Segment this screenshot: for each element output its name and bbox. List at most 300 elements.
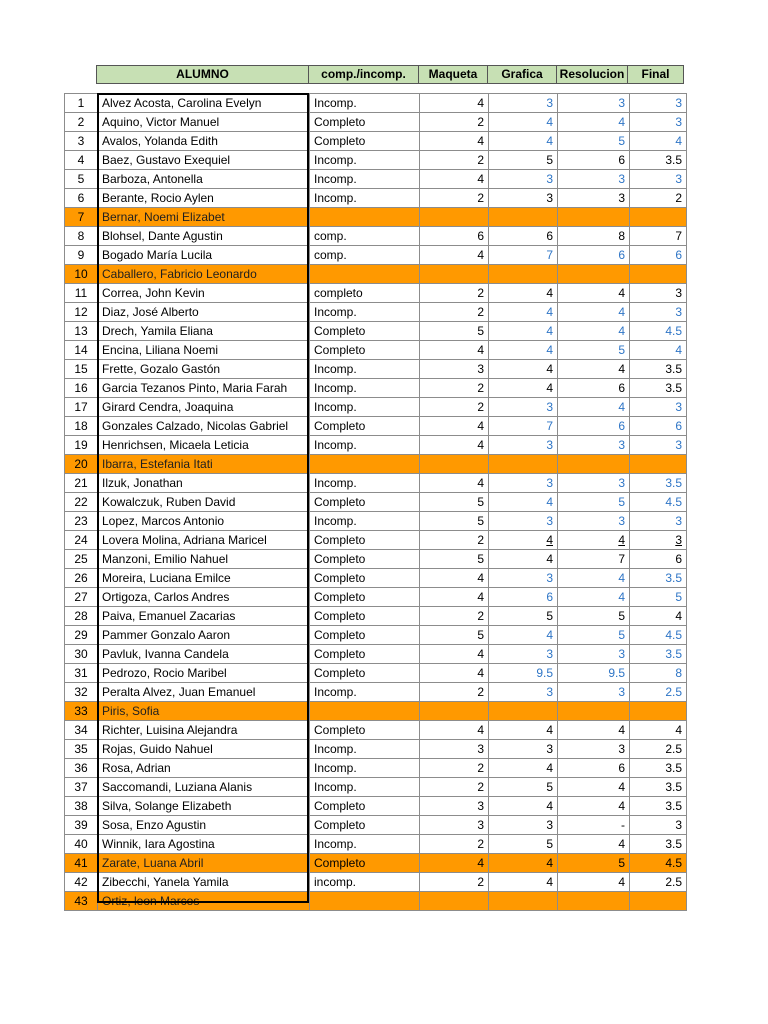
completion-status-cell[interactable]: Completo [310,626,420,645]
grafica-cell[interactable]: 4 [489,797,558,816]
resolucion-cell[interactable]: 4 [558,721,630,740]
grafica-cell[interactable]: 3 [489,569,558,588]
row-number[interactable]: 5 [65,170,98,189]
student-name-cell[interactable]: Ortiz, leon Marcos [98,892,310,911]
student-name-cell[interactable]: Berante, Rocio Aylen [98,189,310,208]
maqueta-cell[interactable] [420,892,489,911]
row-number[interactable]: 3 [65,132,98,151]
maqueta-cell[interactable]: 2 [420,151,489,170]
completion-status-cell[interactable]: Completo [310,322,420,341]
resolucion-cell[interactable] [558,702,630,721]
completion-status-cell[interactable]: comp. [310,246,420,265]
student-name-cell[interactable]: Aquino, Victor Manuel [98,113,310,132]
student-name-cell[interactable]: Zibecchi, Yanela Yamila [98,873,310,892]
row-number[interactable]: 17 [65,398,98,417]
final-cell[interactable]: 3.5 [630,474,687,493]
maqueta-cell[interactable]: 4 [420,645,489,664]
resolucion-cell[interactable]: 3 [558,740,630,759]
student-name-cell[interactable]: Bernar, Noemi Elizabet [98,208,310,227]
student-name-cell[interactable]: Avalos, Yolanda Edith [98,132,310,151]
student-name-cell[interactable]: Henrichsen, Micaela Leticia [98,436,310,455]
row-number[interactable]: 20 [65,455,98,474]
resolucion-cell[interactable]: 5 [558,493,630,512]
final-cell[interactable]: 8 [630,664,687,683]
final-cell[interactable]: 3 [630,398,687,417]
maqueta-cell[interactable]: 4 [420,474,489,493]
resolucion-cell[interactable]: 3 [558,94,630,113]
student-name-cell[interactable]: Caballero, Fabricio Leonardo [98,265,310,284]
student-name-cell[interactable]: Piris, Sofia [98,702,310,721]
maqueta-cell[interactable]: 3 [420,797,489,816]
resolucion-cell[interactable]: 6 [558,759,630,778]
completion-status-cell[interactable]: Incomp. [310,474,420,493]
maqueta-cell[interactable] [420,265,489,284]
maqueta-cell[interactable]: 2 [420,683,489,702]
grafica-cell[interactable]: 3 [489,816,558,835]
resolucion-cell[interactable]: 5 [558,854,630,873]
final-cell[interactable]: 4.5 [630,493,687,512]
grafica-cell[interactable]: 3 [489,474,558,493]
student-name-cell[interactable]: Pavluk, Ivanna Candela [98,645,310,664]
resolucion-cell[interactable]: 8 [558,227,630,246]
maqueta-cell[interactable]: 2 [420,778,489,797]
grafica-cell[interactable]: 4 [489,379,558,398]
completion-status-cell[interactable]: Incomp. [310,398,420,417]
header-grafica[interactable]: Grafica [487,65,557,84]
final-cell[interactable]: 3.5 [630,151,687,170]
resolucion-cell[interactable]: 7 [558,550,630,569]
maqueta-cell[interactable]: 2 [420,873,489,892]
completion-status-cell[interactable]: Incomp. [310,94,420,113]
final-cell[interactable]: 3 [630,512,687,531]
grafica-cell[interactable]: 3 [489,398,558,417]
maqueta-cell[interactable]: 2 [420,835,489,854]
student-name-cell[interactable]: Encina, Liliana Noemi [98,341,310,360]
row-number[interactable]: 30 [65,645,98,664]
completion-status-cell[interactable]: Incomp. [310,835,420,854]
completion-status-cell[interactable]: Incomp. [310,778,420,797]
completion-status-cell[interactable]: Incomp. [310,360,420,379]
maqueta-cell[interactable] [420,455,489,474]
resolucion-cell[interactable]: 4 [558,569,630,588]
completion-status-cell[interactable]: Completo [310,569,420,588]
row-number[interactable]: 24 [65,531,98,550]
student-name-cell[interactable]: Girard Cendra, Joaquina [98,398,310,417]
final-cell[interactable]: 4.5 [630,322,687,341]
resolucion-cell[interactable]: 3 [558,436,630,455]
row-number[interactable]: 22 [65,493,98,512]
row-number[interactable]: 36 [65,759,98,778]
grafica-cell[interactable]: 4 [489,132,558,151]
grafica-cell[interactable]: 4 [489,113,558,132]
completion-status-cell[interactable]: Incomp. [310,436,420,455]
completion-status-cell[interactable]: Incomp. [310,683,420,702]
maqueta-cell[interactable]: 3 [420,816,489,835]
grafica-cell[interactable]: 4 [489,626,558,645]
maqueta-cell[interactable]: 2 [420,398,489,417]
row-number[interactable]: 9 [65,246,98,265]
final-cell[interactable]: 3.5 [630,797,687,816]
final-cell[interactable]: 3 [630,113,687,132]
grafica-cell[interactable]: 5 [489,835,558,854]
completion-status-cell[interactable]: Completo [310,645,420,664]
final-cell[interactable]: 6 [630,417,687,436]
maqueta-cell[interactable]: 5 [420,626,489,645]
resolucion-cell[interactable]: 3 [558,189,630,208]
grafica-cell[interactable]: 3 [489,740,558,759]
final-cell[interactable]: 7 [630,227,687,246]
completion-status-cell[interactable]: Incomp. [310,151,420,170]
student-name-cell[interactable]: Lopez, Marcos Antonio [98,512,310,531]
row-number[interactable]: 7 [65,208,98,227]
final-cell[interactable]: 5 [630,588,687,607]
row-number[interactable]: 28 [65,607,98,626]
row-number[interactable]: 31 [65,664,98,683]
maqueta-cell[interactable]: 5 [420,550,489,569]
student-name-cell[interactable]: Ortigoza, Carlos Andres [98,588,310,607]
grafica-cell[interactable]: 4 [489,360,558,379]
grafica-cell[interactable]: 7 [489,246,558,265]
grafica-cell[interactable]: 4 [489,550,558,569]
grafica-cell[interactable]: 4 [489,531,558,550]
student-name-cell[interactable]: Frette, Gozalo Gastón [98,360,310,379]
final-cell[interactable]: 4 [630,721,687,740]
final-cell[interactable]: 6 [630,246,687,265]
student-name-cell[interactable]: Winnik, Iara Agostina [98,835,310,854]
row-number[interactable]: 19 [65,436,98,455]
completion-status-cell[interactable]: Completo [310,493,420,512]
final-cell[interactable]: 2 [630,189,687,208]
maqueta-cell[interactable]: 2 [420,607,489,626]
row-number[interactable]: 14 [65,341,98,360]
grafica-cell[interactable]: 5 [489,151,558,170]
student-name-cell[interactable]: Pedrozo, Rocio Maribel [98,664,310,683]
completion-status-cell[interactable]: Completo [310,607,420,626]
student-name-cell[interactable]: Gonzales Calzado, Nicolas Gabriel [98,417,310,436]
final-cell[interactable]: 3.5 [630,759,687,778]
final-cell[interactable]: 3.5 [630,569,687,588]
student-name-cell[interactable]: Rojas, Guido Nahuel [98,740,310,759]
resolucion-cell[interactable]: 6 [558,246,630,265]
final-cell[interactable]: 3.5 [630,360,687,379]
row-number[interactable]: 39 [65,816,98,835]
completion-status-cell[interactable]: Completo [310,113,420,132]
final-cell[interactable]: 4 [630,132,687,151]
completion-status-cell[interactable]: Completo [310,797,420,816]
row-number[interactable]: 13 [65,322,98,341]
student-name-cell[interactable]: Moreira, Luciana Emilce [98,569,310,588]
student-name-cell[interactable]: Zarate, Luana Abril [98,854,310,873]
grafica-cell[interactable]: 6 [489,588,558,607]
resolucion-cell[interactable]: 6 [558,379,630,398]
resolucion-cell[interactable]: 4 [558,360,630,379]
maqueta-cell[interactable]: 4 [420,588,489,607]
maqueta-cell[interactable]: 4 [420,569,489,588]
completion-status-cell[interactable]: Incomp. [310,303,420,322]
final-cell[interactable] [630,702,687,721]
grafica-cell[interactable]: 3 [489,189,558,208]
row-number[interactable]: 42 [65,873,98,892]
resolucion-cell[interactable]: 5 [558,626,630,645]
resolucion-cell[interactable]: 4 [558,531,630,550]
completion-status-cell[interactable]: Completo [310,588,420,607]
row-number[interactable]: 8 [65,227,98,246]
resolucion-cell[interactable]: 4 [558,113,630,132]
student-name-cell[interactable]: Sosa, Enzo Agustin [98,816,310,835]
completion-status-cell[interactable] [310,702,420,721]
resolucion-cell[interactable]: 5 [558,132,630,151]
row-number[interactable]: 18 [65,417,98,436]
row-number[interactable]: 16 [65,379,98,398]
completion-status-cell[interactable]: Completo [310,132,420,151]
final-cell[interactable]: 4.5 [630,854,687,873]
row-number[interactable]: 15 [65,360,98,379]
resolucion-cell[interactable]: 4 [558,873,630,892]
maqueta-cell[interactable]: 3 [420,360,489,379]
header-comp[interactable]: comp./incomp. [308,65,419,84]
completion-status-cell[interactable]: Incomp. [310,512,420,531]
resolucion-cell[interactable] [558,455,630,474]
completion-status-cell[interactable] [310,265,420,284]
resolucion-cell[interactable]: 4 [558,588,630,607]
student-name-cell[interactable]: Drech, Yamila Eliana [98,322,310,341]
final-cell[interactable] [630,455,687,474]
final-cell[interactable]: 2.5 [630,683,687,702]
grafica-cell[interactable] [489,455,558,474]
row-number[interactable]: 10 [65,265,98,284]
completion-status-cell[interactable]: Incomp. [310,759,420,778]
grafica-cell[interactable]: 4 [489,854,558,873]
grafica-cell[interactable]: 3 [489,436,558,455]
final-cell[interactable]: 3 [630,284,687,303]
completion-status-cell[interactable]: Incomp. [310,189,420,208]
completion-status-cell[interactable]: Completo [310,341,420,360]
resolucion-cell[interactable] [558,892,630,911]
header-maqueta[interactable]: Maqueta [418,65,488,84]
student-name-cell[interactable]: Ilzuk, Jonathan [98,474,310,493]
maqueta-cell[interactable]: 2 [420,189,489,208]
maqueta-cell[interactable]: 4 [420,132,489,151]
final-cell[interactable]: 3 [630,531,687,550]
student-name-cell[interactable]: Paiva, Emanuel Zacarias [98,607,310,626]
row-number[interactable]: 38 [65,797,98,816]
grafica-cell[interactable]: 4 [489,721,558,740]
resolucion-cell[interactable]: 3 [558,645,630,664]
maqueta-cell[interactable]: 4 [420,854,489,873]
row-number[interactable]: 41 [65,854,98,873]
maqueta-cell[interactable]: 5 [420,512,489,531]
resolucion-cell[interactable]: 4 [558,284,630,303]
grafica-cell[interactable]: 7 [489,417,558,436]
row-number[interactable]: 43 [65,892,98,911]
completion-status-cell[interactable] [310,208,420,227]
student-name-cell[interactable]: Richter, Luisina Alejandra [98,721,310,740]
row-number[interactable]: 11 [65,284,98,303]
final-cell[interactable]: 4.5 [630,626,687,645]
final-cell[interactable] [630,208,687,227]
resolucion-cell[interactable]: 3 [558,474,630,493]
final-cell[interactable]: 2.5 [630,873,687,892]
resolucion-cell[interactable]: 6 [558,417,630,436]
maqueta-cell[interactable]: 4 [420,436,489,455]
maqueta-cell[interactable] [420,208,489,227]
grafica-cell[interactable]: 3 [489,645,558,664]
student-name-cell[interactable]: Alvez Acosta, Carolina Evelyn [98,94,310,113]
maqueta-cell[interactable]: 3 [420,740,489,759]
maqueta-cell[interactable]: 4 [420,246,489,265]
final-cell[interactable]: 2.5 [630,740,687,759]
resolucion-cell[interactable]: 3 [558,512,630,531]
completion-status-cell[interactable]: completo [310,284,420,303]
row-number[interactable]: 2 [65,113,98,132]
resolucion-cell[interactable]: 4 [558,322,630,341]
maqueta-cell[interactable] [420,702,489,721]
final-cell[interactable]: 3 [630,816,687,835]
row-number[interactable]: 25 [65,550,98,569]
grafica-cell[interactable]: 9.5 [489,664,558,683]
grafica-cell[interactable] [489,702,558,721]
resolucion-cell[interactable]: 3 [558,170,630,189]
resolucion-cell[interactable]: 4 [558,797,630,816]
completion-status-cell[interactable]: Incomp. [310,740,420,759]
row-number[interactable]: 6 [65,189,98,208]
final-cell[interactable]: 3 [630,94,687,113]
grafica-cell[interactable]: 4 [489,759,558,778]
resolucion-cell[interactable]: 6 [558,151,630,170]
resolucion-cell[interactable]: 4 [558,835,630,854]
grafica-cell[interactable]: 3 [489,683,558,702]
completion-status-cell[interactable]: Completo [310,664,420,683]
maqueta-cell[interactable]: 2 [420,303,489,322]
row-number[interactable]: 1 [65,94,98,113]
resolucion-cell[interactable]: 4 [558,398,630,417]
final-cell[interactable]: 3.5 [630,778,687,797]
completion-status-cell[interactable]: Completo [310,721,420,740]
row-number[interactable]: 4 [65,151,98,170]
row-number[interactable]: 40 [65,835,98,854]
final-cell[interactable]: 6 [630,550,687,569]
row-number[interactable]: 34 [65,721,98,740]
completion-status-cell[interactable]: incomp. [310,873,420,892]
resolucion-cell[interactable]: - [558,816,630,835]
maqueta-cell[interactable]: 5 [420,322,489,341]
row-number[interactable]: 27 [65,588,98,607]
grafica-cell[interactable] [489,265,558,284]
row-number[interactable]: 29 [65,626,98,645]
row-number[interactable]: 26 [65,569,98,588]
completion-status-cell[interactable]: Completo [310,531,420,550]
maqueta-cell[interactable]: 6 [420,227,489,246]
grafica-cell[interactable]: 3 [489,512,558,531]
grafica-cell[interactable]: 5 [489,778,558,797]
maqueta-cell[interactable]: 4 [420,341,489,360]
row-number[interactable]: 23 [65,512,98,531]
final-cell[interactable]: 3.5 [630,645,687,664]
grafica-cell[interactable]: 4 [489,493,558,512]
final-cell[interactable]: 3 [630,303,687,322]
student-name-cell[interactable]: Garcia Tezanos Pinto, Maria Farah [98,379,310,398]
student-name-cell[interactable]: Ibarra, Estefania Itati [98,455,310,474]
grafica-cell[interactable]: 3 [489,170,558,189]
student-name-cell[interactable]: Silva, Solange Elizabeth [98,797,310,816]
maqueta-cell[interactable]: 4 [420,170,489,189]
student-name-cell[interactable]: Saccomandi, Luziana Alanis [98,778,310,797]
row-number[interactable]: 37 [65,778,98,797]
maqueta-cell[interactable]: 2 [420,759,489,778]
maqueta-cell[interactable]: 4 [420,721,489,740]
maqueta-cell[interactable]: 2 [420,379,489,398]
header-final[interactable]: Final [627,65,684,84]
student-name-cell[interactable]: Bogado María Lucila [98,246,310,265]
grafica-cell[interactable]: 4 [489,284,558,303]
row-number[interactable]: 35 [65,740,98,759]
resolucion-cell[interactable]: 4 [558,303,630,322]
grafica-cell[interactable]: 5 [489,607,558,626]
completion-status-cell[interactable]: Completo [310,854,420,873]
grafica-cell[interactable] [489,208,558,227]
student-name-cell[interactable]: Kowalczuk, Ruben David [98,493,310,512]
grafica-cell[interactable] [489,892,558,911]
student-name-cell[interactable]: Correa, John Kevin [98,284,310,303]
maqueta-cell[interactable]: 4 [420,664,489,683]
maqueta-cell[interactable]: 4 [420,417,489,436]
row-number[interactable]: 21 [65,474,98,493]
final-cell[interactable] [630,265,687,284]
final-cell[interactable] [630,892,687,911]
student-name-cell[interactable]: Peralta Alvez, Juan Emanuel [98,683,310,702]
resolucion-cell[interactable]: 4 [558,778,630,797]
resolucion-cell[interactable] [558,265,630,284]
final-cell[interactable]: 3.5 [630,379,687,398]
row-number[interactable]: 32 [65,683,98,702]
grafica-cell[interactable]: 4 [489,322,558,341]
completion-status-cell[interactable] [310,892,420,911]
student-name-cell[interactable]: Blohsel, Dante Agustin [98,227,310,246]
resolucion-cell[interactable]: 5 [558,607,630,626]
header-resolucion[interactable]: Resolucion [556,65,628,84]
completion-status-cell[interactable]: Completo [310,550,420,569]
resolucion-cell[interactable]: 9.5 [558,664,630,683]
final-cell[interactable]: 3 [630,170,687,189]
resolucion-cell[interactable] [558,208,630,227]
final-cell[interactable]: 3.5 [630,835,687,854]
final-cell[interactable]: 3 [630,436,687,455]
row-number[interactable]: 33 [65,702,98,721]
grafica-cell[interactable]: 3 [489,94,558,113]
student-name-cell[interactable]: Baez, Gustavo Exequiel [98,151,310,170]
completion-status-cell[interactable]: Incomp. [310,379,420,398]
student-name-cell[interactable]: Pammer Gonzalo Aaron [98,626,310,645]
student-name-cell[interactable]: Barboza, Antonella [98,170,310,189]
grafica-cell[interactable]: 6 [489,227,558,246]
completion-status-cell[interactable]: Completo [310,417,420,436]
resolucion-cell[interactable]: 3 [558,683,630,702]
maqueta-cell[interactable]: 2 [420,531,489,550]
completion-status-cell[interactable] [310,455,420,474]
header-alumno[interactable]: ALUMNO [96,65,309,84]
final-cell[interactable]: 4 [630,341,687,360]
grafica-cell[interactable]: 4 [489,341,558,360]
student-name-cell[interactable]: Diaz, José Alberto [98,303,310,322]
completion-status-cell[interactable]: Completo [310,816,420,835]
student-name-cell[interactable]: Rosa, Adrian [98,759,310,778]
maqueta-cell[interactable]: 2 [420,284,489,303]
maqueta-cell[interactable]: 5 [420,493,489,512]
row-number[interactable]: 12 [65,303,98,322]
maqueta-cell[interactable]: 2 [420,113,489,132]
resolucion-cell[interactable]: 5 [558,341,630,360]
grafica-cell[interactable]: 4 [489,303,558,322]
